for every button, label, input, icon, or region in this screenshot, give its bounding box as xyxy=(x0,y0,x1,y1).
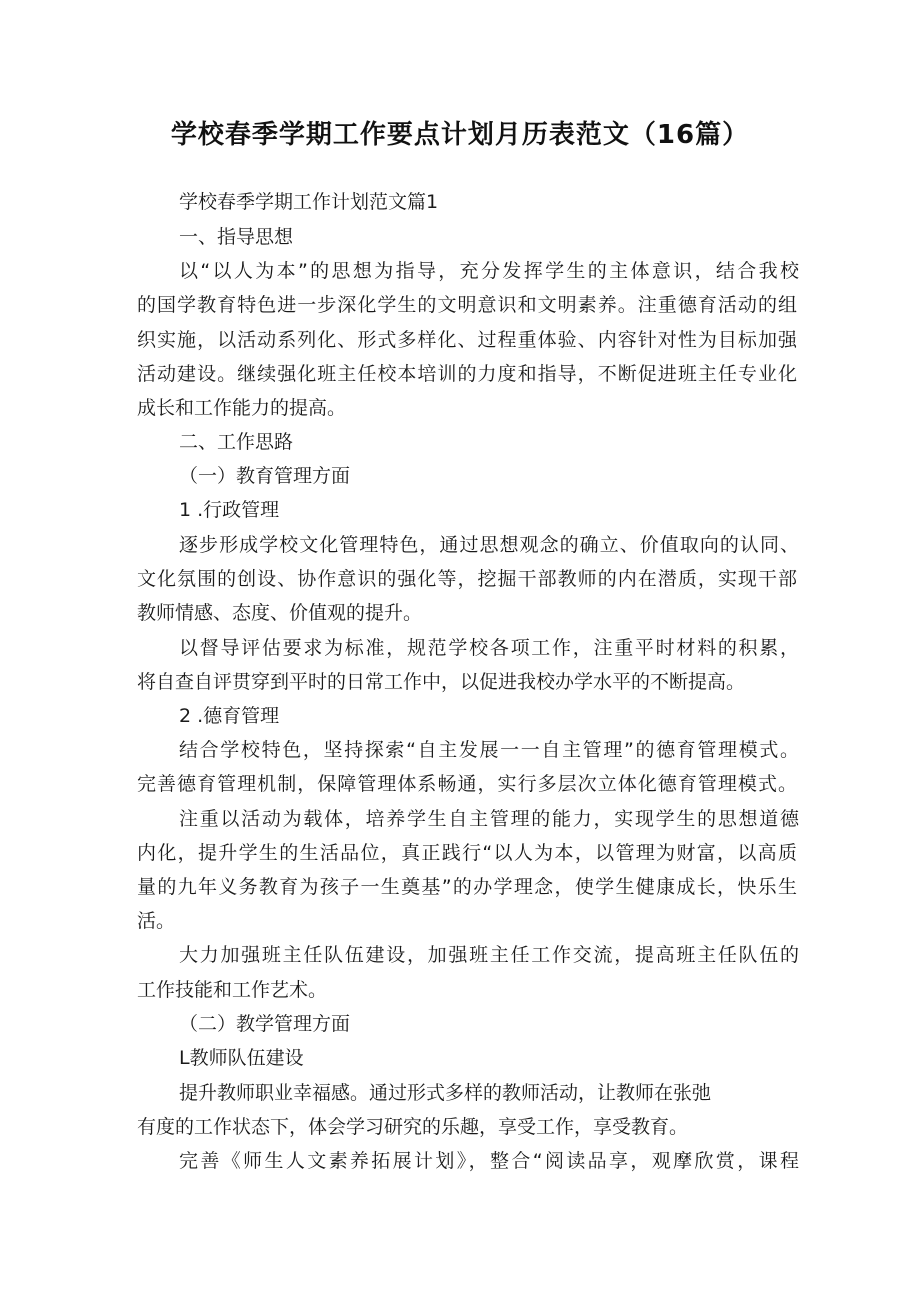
paragraph-line: 文化氛围的创设、协作意识的强化等，挖掘干部教师的内在潜质，实现干部 xyxy=(137,568,797,590)
section-heading: 学校春季学期工作计划范文篇1 xyxy=(179,191,439,213)
paragraph-line: 以督导评估要求为标准，规范学校各项工作，注重平时材料的积累， xyxy=(179,637,799,659)
paragraph-line: 大力加强班主任队伍建设，加强班主任工作交流，提高班主任队伍的 xyxy=(179,944,799,966)
paragraph-line: 将自查自评贯穿到平时的日常工作中，以促进我校办学水平的不断提高。 xyxy=(137,671,746,693)
item-heading: 1 .行政管理 xyxy=(179,499,280,521)
subsection-heading: （一）教育管理方面 xyxy=(179,465,351,487)
item-heading: 2 .德育管理 xyxy=(179,705,280,727)
paragraph-line: 注重以活动为载体，培养学生自主管理的能力，实现学生的思想道德 xyxy=(179,808,799,830)
paragraph-line: 完善德育管理机制，保障管理体系畅通，实行多层次立体化德育管理模式。 xyxy=(137,773,797,795)
paragraph-line: 活。 xyxy=(137,910,176,932)
paragraph-line: 的国学教育特色进一步深化学生的文明意识和文明素养。注重德育活动的组 xyxy=(137,294,797,316)
paragraph-line: 提升教师职业幸福感。通过形式多样的教师活动，让教师在张弛 xyxy=(179,1082,712,1104)
paragraph-line: 工作技能和工作艺术。 xyxy=(137,979,328,1001)
item-heading: L教师队伍建设 xyxy=(179,1047,304,1069)
document-title: 学校春季学期工作要点计划月历表范文（16篇） xyxy=(170,120,750,150)
paragraph-line: 有度的工作状态下，体会学习研究的乐趣，享受工作，享受教育。 xyxy=(137,1116,689,1138)
paragraph-line: 教师情感、态度、价值观的提升。 xyxy=(137,602,423,624)
paragraph-line: 内化，提升学生的生活品位，真正践行“以人为本，以管理为财富，以高质 xyxy=(137,842,797,864)
section-heading: 二、工作思路 xyxy=(179,431,294,453)
paragraph-line: 结合学校特色，坚持探索“自主发展一一自主管理”的德育管理模式。 xyxy=(179,739,799,761)
paragraph-line: 活动建设。继续强化班主任校本培训的力度和指导，不断促进班主任专业化 xyxy=(137,363,797,385)
paragraph-line: 量的九年义务教育为孩子一生奠基”的办学理念，使学生健康成长，快乐生 xyxy=(137,876,797,898)
subsection-heading: （二）教学管理方面 xyxy=(179,1013,351,1035)
section-heading: 一、指导思想 xyxy=(179,226,294,248)
paragraph-line: 完善《师生人文素养拓展计划》，整合“阅读品享，观摩欣赏，课程 xyxy=(179,1150,799,1172)
paragraph-line: 逐步形成学校文化管理特色，通过思想观念的确立、价值取向的认同、 xyxy=(179,534,799,556)
paragraph-line: 成长和工作能力的提高。 xyxy=(137,397,347,419)
paragraph-line: 以“以人为本”的思想为指导，充分发挥学生的主体意识，结合我校 xyxy=(179,260,799,282)
paragraph-line: 织实施，以活动系列化、形式多样化、过程重体验、内容针对性为目标加强 xyxy=(137,329,797,351)
